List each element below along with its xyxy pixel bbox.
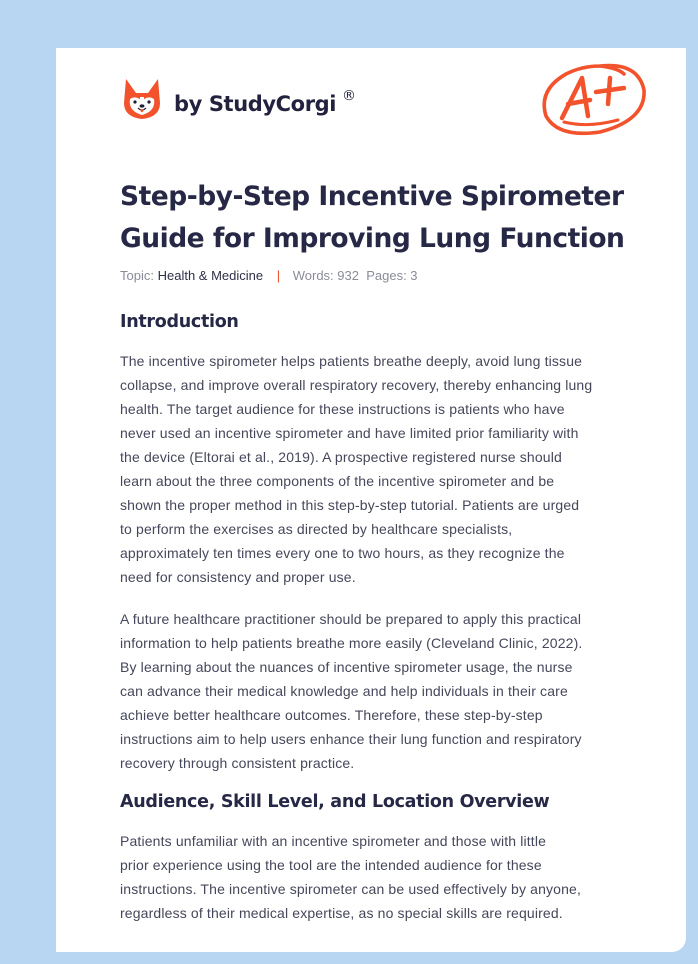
- text-line: By learning about the nuances of incentive spirometer usage, the nurse: [120, 659, 573, 675]
- paragraph: [120, 607, 640, 775]
- text-line: to perform the exercises as directed by healthcare specialists,: [120, 521, 513, 537]
- paragraph: [120, 829, 640, 925]
- text-line: regardless of their medical expertise, as no special skills are required.: [120, 905, 563, 921]
- text-line: learn about the three components of the incentive spirometer and be: [120, 473, 555, 489]
- page-count: Pages: 3: [366, 268, 418, 283]
- studycorgi-logo[interactable]: [122, 76, 162, 122]
- text-line: approximately ten times every one to two hours, as they recognize the: [120, 545, 565, 561]
- article-meta: [120, 268, 418, 283]
- text-line: shown the proper method in this step-by-step tutorial. Patients are urged: [120, 497, 580, 513]
- text-line: instructions. The incentive spirometer can be used effectively by anyone,: [120, 881, 582, 897]
- text-line: recovery through consistent practice.: [120, 755, 355, 771]
- text-line: The incentive spirometer helps patients breathe deeply, avoid lung tissue: [120, 353, 583, 369]
- text-line: health. The target audience for these instructions is patients who have: [120, 401, 565, 417]
- title-line: Guide for Improving Lung Function: [120, 223, 625, 254]
- title-line: Step-by-Step Incentive Spirometer: [120, 181, 624, 212]
- text-line: Patients unfamiliar with an incentive spirometer and those with little: [120, 833, 547, 849]
- corgi-logo-icon: [122, 77, 162, 121]
- text-line: achieve better healthcare outcomes. Therefore, these step-by-step: [120, 707, 543, 723]
- text-line: never used an incentive spirometer and have limited prior familiarity with: [120, 425, 579, 441]
- text-line: prior experience using the tool are the intended audience for these: [120, 857, 542, 873]
- registered-mark: ®: [342, 88, 356, 104]
- a-plus-grade-icon: [538, 58, 648, 140]
- section-heading: Audience, Skill Level, and Location Overview: [120, 792, 550, 812]
- topic-label: Topic:: [120, 268, 154, 283]
- text-line: collapse, and improve overall respiratory recovery, thereby enhancing lung: [120, 377, 593, 393]
- paragraph: [120, 349, 640, 589]
- text-line: information to help patients breathe more easily (Cleveland Clinic, 2022).: [120, 635, 583, 651]
- document-card: [56, 48, 686, 952]
- topic-link[interactable]: Health & Medicine: [157, 268, 264, 283]
- text-line: A future healthcare practitioner should be prepared to apply this practical: [120, 611, 582, 627]
- text-line: can advance their medical knowledge and help individuals in their care: [120, 683, 568, 699]
- page-title: [120, 176, 624, 260]
- text-line: need for consistency and proper use.: [120, 569, 356, 585]
- meta-separator: |: [276, 268, 281, 283]
- text-line: instructions aim to help users enhance their lung function and respiratory: [120, 731, 582, 747]
- text-line: the device (Eltorai et al., 2019). A prospective registered nurse should: [120, 449, 562, 465]
- section-heading: Introduction: [120, 312, 239, 332]
- word-count: Words: 932: [292, 268, 359, 283]
- brand-name: by StudyCorgi: [174, 92, 337, 116]
